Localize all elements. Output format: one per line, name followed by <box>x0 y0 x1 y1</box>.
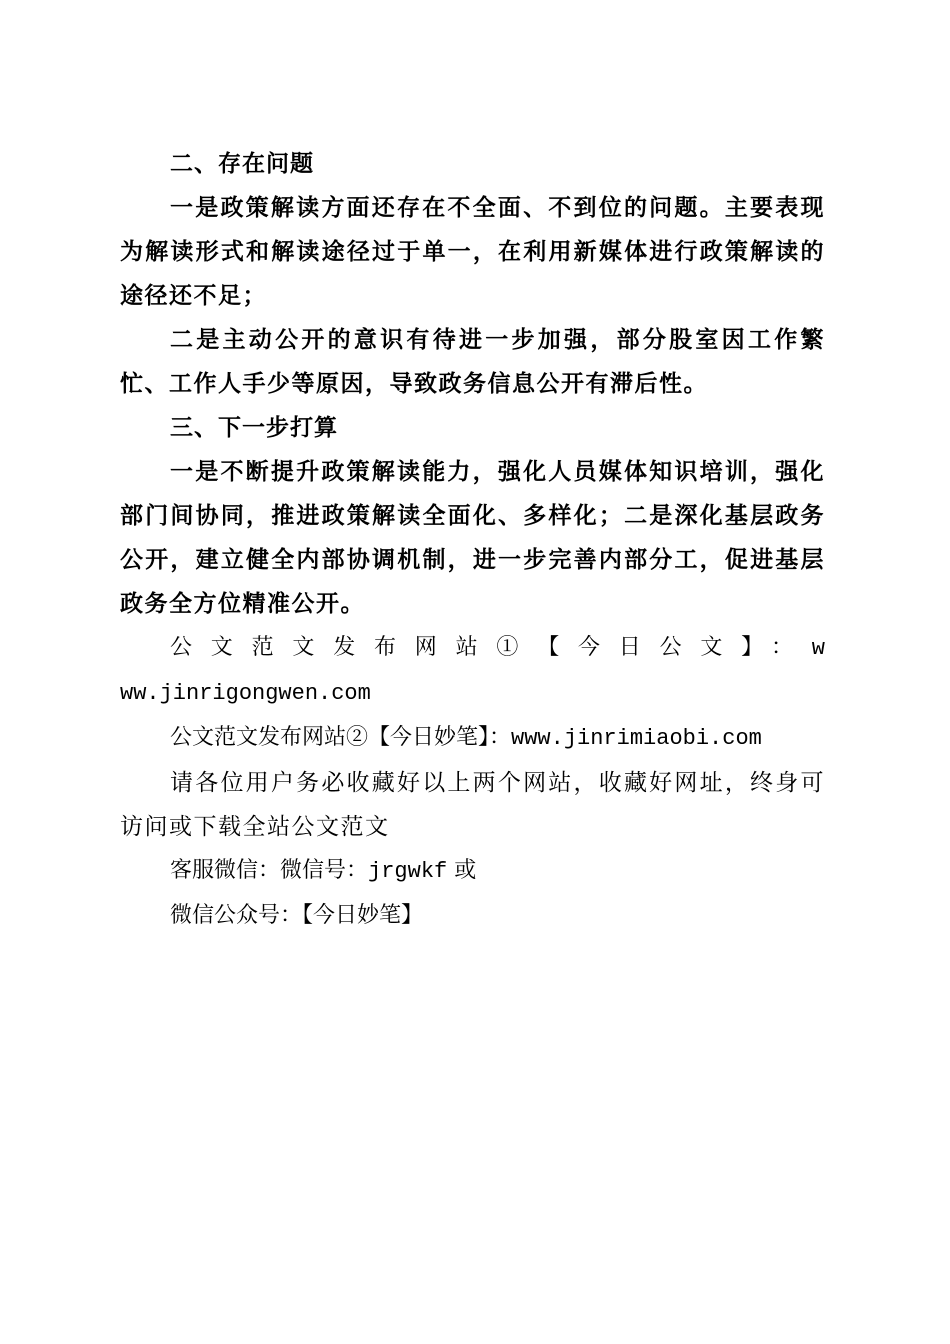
site2-label: 公文范文发布网站②【今日妙笔】： <box>170 725 512 750</box>
wechat-or: 或 <box>454 858 477 883</box>
site1-label: 公文范文发布网站①【今日公文】： <box>170 635 812 660</box>
next-steps-paragraph: 一是不断提升政策解读能力，强化人员媒体知识培训，强化部门间协同，推进政策解读全面化、多样化；二是深化基层政务公开，建立健全内部协调机制，进一步完善内部分工，促进基层政务全方位精准公开。 <box>120 458 825 617</box>
problem-paragraph-1: 一是政策解读方面还存在不全面、不到位的问题。主要表现为解读形式和解读途径过于单一，在利用新媒体进行政策解读的途径还不足； <box>120 194 825 309</box>
site2-url[interactable]: www.jinrimiaobi.com <box>511 726 762 751</box>
section-heading-next-steps: 三、下一步打算 <box>170 415 338 441</box>
wechat-line <box>120 849 825 894</box>
site2-line <box>120 716 825 761</box>
bookmark-notice: 请各位用户务必收藏好以上两个网站，收藏好网址，终身可访问或下载全站公文范文 <box>120 770 825 840</box>
section-heading-problems: 二、存在问题 <box>170 151 314 177</box>
problem-paragraph-2: 二是主动公开的意识有待进一步加强，部分股室因工作繁忙、工作人手少等原因，导致政务信息公开有滞后性。 <box>120 326 825 397</box>
site1-url[interactable]: www.jinrigongwen.com <box>120 636 825 706</box>
wechat-id: jrgwkf <box>368 859 448 884</box>
official-account-line: 微信公众号：【今日妙笔】 <box>170 903 424 928</box>
document-body <box>120 142 825 938</box>
wechat-label: 客服微信：微信号： <box>170 858 369 883</box>
site1-line <box>120 626 825 716</box>
